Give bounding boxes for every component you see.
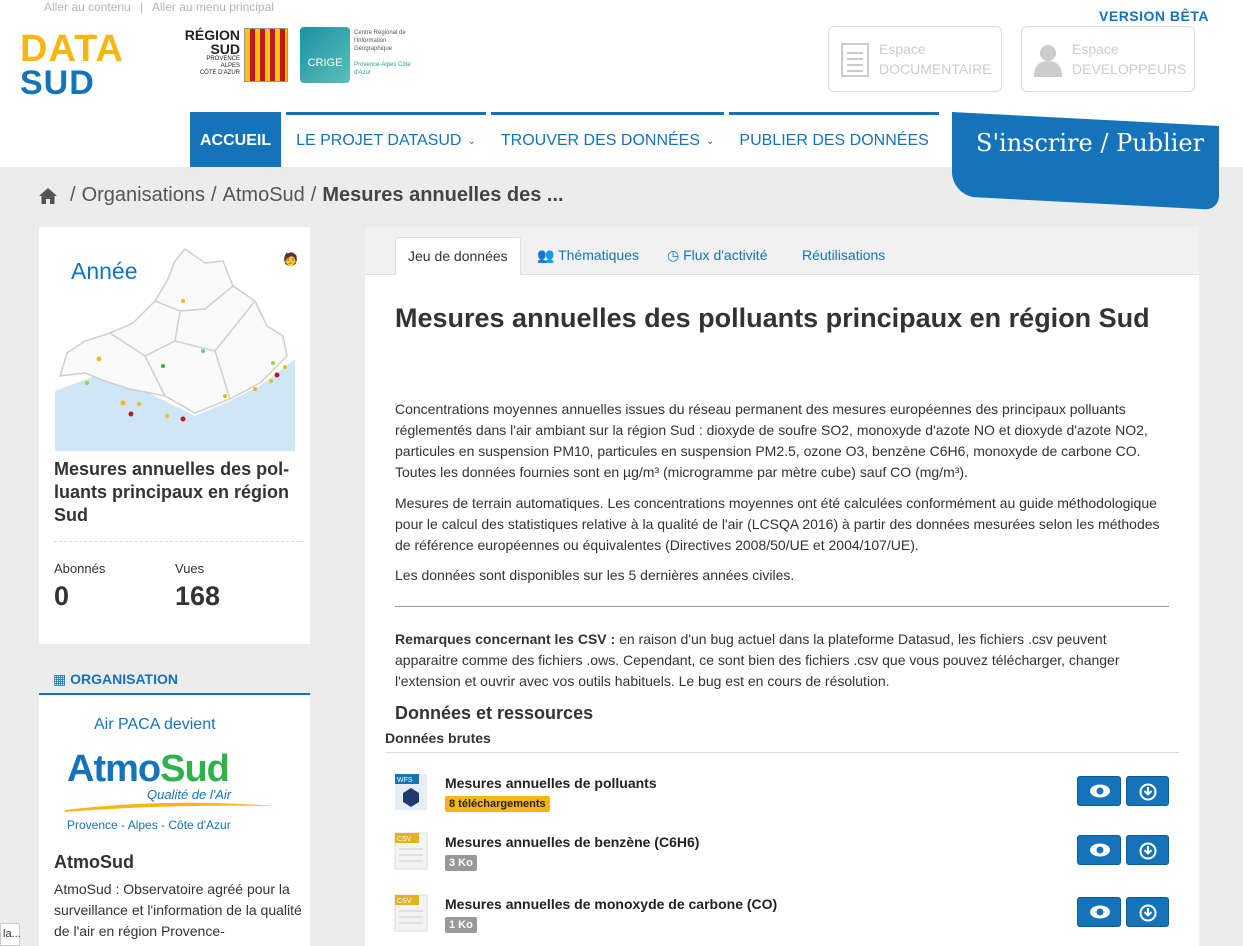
espace-documentaire-line2: DOCUMENTAIRE bbox=[879, 61, 992, 77]
skip-to-menu-link[interactable]: Aller au menu principal bbox=[151, 0, 274, 14]
wfs-file-icon bbox=[395, 774, 427, 810]
organisation-heading: ORGANISATION bbox=[70, 671, 178, 687]
tab-jeu-de-donnees-label: Jeu de données bbox=[408, 248, 508, 264]
file-size-badge: 1 Ko bbox=[445, 917, 477, 933]
eye-icon bbox=[1089, 904, 1111, 920]
atmosud-logo-region: Provence - Alpes - Côte d'Azur bbox=[67, 818, 231, 832]
breadcrumb-atmosud[interactable]: AtmoSud bbox=[222, 184, 305, 206]
resource-item bbox=[395, 895, 1169, 945]
version-beta-label: VERSION BÊTA bbox=[1099, 8, 1209, 24]
chevron-down-icon: ⌄ bbox=[706, 135, 715, 147]
pegman-icon[interactable]: 🧑 bbox=[283, 252, 298, 266]
stat-vues-label: Vues bbox=[175, 561, 205, 576]
atmosud-logo[interactable] bbox=[67, 748, 229, 791]
download-icon bbox=[1138, 783, 1158, 801]
region-map-thumbnail[interactable] bbox=[55, 241, 298, 451]
resource-name[interactable]: Mesures annuelles de benzène (C6H6) bbox=[445, 834, 700, 850]
download-icon bbox=[1138, 904, 1158, 922]
nav-accueil-label: ACCUEIL bbox=[200, 132, 272, 149]
skip-to-content-link[interactable]: Aller au contenu bbox=[44, 0, 131, 14]
dataset-summary-card bbox=[39, 227, 310, 644]
document-icon bbox=[841, 43, 869, 77]
download-button[interactable] bbox=[1126, 897, 1169, 927]
skip-separator: | bbox=[140, 0, 144, 14]
espace-documentaire-button[interactable] bbox=[828, 26, 1002, 92]
user-icon bbox=[1034, 43, 1062, 77]
org-tagline: Air PACA devient bbox=[94, 716, 216, 733]
region-logo-line2: SUD bbox=[210, 41, 240, 57]
main-nav bbox=[190, 112, 944, 167]
region-logo-line3: PROVENCE bbox=[206, 56, 240, 62]
download-button[interactable] bbox=[1126, 776, 1169, 806]
resource-item bbox=[395, 774, 1169, 824]
dataset-main-panel bbox=[365, 227, 1199, 946]
dataset-description-p2: Mesures de terrain automatiques. Les concentrations moyennes ont été calculées conformément au guide méthodologique pour le calcul des statistiques relative à la qualité de l'air (LCSQA 2016) à partir des données mesurées selon les méthodes de référence européennes ou équivalentes (Directives 2008/50/UE et 2004/107/UE). bbox=[395, 495, 1160, 553]
users-icon: 👥 bbox=[537, 247, 559, 263]
breadcrumb-current: Mesures annuelles des ... bbox=[322, 184, 564, 206]
clock-icon: ◷ bbox=[667, 247, 684, 263]
atmosud-logo-sub: Qualité de l'Air bbox=[147, 787, 232, 802]
home-icon[interactable] bbox=[38, 187, 58, 205]
tab-jeu-de-donnees[interactable] bbox=[395, 237, 521, 275]
resource-format: WFS bbox=[397, 777, 413, 784]
preview-button[interactable] bbox=[1077, 897, 1121, 927]
download-button[interactable] bbox=[1126, 835, 1169, 865]
datasud-logo-line1[interactable]: DATA bbox=[20, 28, 124, 70]
breadcrumb-separator: / bbox=[310, 184, 317, 206]
breadcrumb bbox=[38, 184, 564, 207]
breadcrumb-separator: / bbox=[210, 184, 217, 206]
org-description: AtmoSud : Observatoire agréé pour la surveillance et l'information de la qualité de l'air en région Provence- bbox=[54, 881, 302, 939]
tab-reutilisations-label: Réutilisations bbox=[802, 247, 886, 263]
map-year-label: Année bbox=[71, 258, 138, 284]
espace-developpeurs-button[interactable] bbox=[1021, 26, 1195, 92]
nav-trouver-donnees[interactable] bbox=[491, 112, 725, 167]
crige-logo-text: Centre Régional de l'Information Géographique bbox=[354, 30, 406, 52]
csv-file-icon bbox=[395, 895, 427, 931]
eye-icon bbox=[1089, 842, 1111, 858]
stat-vues-value: 168 bbox=[175, 581, 221, 611]
csv-remark-label: Remarques concernant les CSV : bbox=[395, 631, 616, 647]
region-crest-icon bbox=[244, 28, 288, 82]
preview-button[interactable] bbox=[1077, 776, 1121, 806]
breadcrumb-separator: / bbox=[70, 184, 76, 206]
crige-logo[interactable] bbox=[300, 27, 410, 83]
resource-format: CSV bbox=[397, 836, 412, 843]
nav-publier-label: PUBLIER DES DONNÉES bbox=[739, 132, 929, 149]
dataset-tabs bbox=[365, 227, 1199, 275]
resource-name[interactable]: Mesures annuelles de polluants bbox=[445, 775, 657, 791]
nav-projet-datasud[interactable] bbox=[286, 112, 486, 167]
espace-developpeurs-line2: DEVELOPPEURS bbox=[1072, 61, 1187, 77]
crige-logo-region: Provence-Alpes Côte d'Azur bbox=[354, 62, 411, 76]
atmosud-logo-part1: Atmo bbox=[67, 748, 161, 790]
stat-vues bbox=[175, 561, 220, 612]
region-logo-line4: ALPES bbox=[220, 63, 240, 69]
espace-documentaire-line1: Espace bbox=[879, 41, 926, 57]
download-icon bbox=[1138, 842, 1158, 860]
nav-publier-donnees[interactable] bbox=[729, 112, 938, 167]
csv-file-icon bbox=[395, 833, 427, 869]
resource-name[interactable]: Mesures annuelles de monoxyde de carbone (CO) bbox=[445, 896, 778, 912]
tab-reutilisations[interactable] bbox=[790, 237, 897, 275]
resources-heading: Données et ressources bbox=[395, 703, 594, 723]
crige-logo-label: CRIGE bbox=[307, 57, 343, 69]
atmosud-logo-part2: Sud bbox=[160, 748, 229, 790]
inscrire-publier-button[interactable] bbox=[952, 112, 1219, 210]
inscrire-publier-label: S'inscrire / Publier bbox=[976, 129, 1205, 158]
logo-swoosh bbox=[65, 800, 275, 812]
stat-abonnes-label: Abonnés bbox=[54, 561, 106, 576]
tab-flux-label: Flux d'activité bbox=[683, 247, 768, 263]
stat-abonnes-value: 0 bbox=[54, 581, 70, 611]
download-count-badge: 8 téléchargements bbox=[445, 796, 550, 812]
dataset-card-title: Mesures annuelles des pol-luants principaux en région Sud bbox=[54, 458, 304, 542]
nav-accueil[interactable] bbox=[190, 112, 281, 167]
file-size-badge: 3 Ko bbox=[445, 855, 477, 871]
organisation-card bbox=[39, 664, 310, 946]
nav-trouver-label: TROUVER DES DONNÉES bbox=[500, 132, 701, 149]
tab-thematiques-label: Thématiques bbox=[558, 247, 640, 263]
stat-abonnes bbox=[54, 561, 105, 612]
resources-subheading: Données brutes bbox=[385, 730, 1179, 753]
tab-thematiques[interactable] bbox=[525, 237, 651, 275]
org-name[interactable]: AtmoSud bbox=[54, 852, 134, 872]
divider bbox=[395, 606, 1169, 607]
dataset-title: Mesures annuelles des polluants principaux en région Sud bbox=[395, 303, 1150, 333]
resource-item bbox=[395, 833, 1169, 883]
tab-flux-activite[interactable] bbox=[655, 237, 779, 275]
region-sud-logo[interactable] bbox=[180, 28, 288, 84]
region-logo-line5: CÔTE D'AZUR bbox=[199, 70, 240, 76]
dataset-description-p1: Concentrations moyennes annuelles issues du réseau permanent des mesures européennes des principaux polluants réglementés dans l'air ambiant sur la région Sud : dioxyde de soufre SO2, monoxyde d'azote NO et dioxyde d'azote NO2, particules en suspension PM10, particules en suspension PM2.5, ozone O3, benzène C6H6, monoxyde de carbone CO. Toutes les données fournies sont en µg/m³ (microgramme par mètre cube) sauf CO (mg/m³). bbox=[395, 401, 1148, 480]
organisation-header bbox=[39, 664, 310, 695]
skip-links bbox=[44, 0, 280, 14]
chevron-down-icon: ⌄ bbox=[467, 135, 476, 147]
preview-button[interactable] bbox=[1077, 835, 1121, 865]
csv-remark-text: en raison d'un bug actuel dans la plateforme Datasud, les fichiers .csv peuvent apparaitre comme des fichiers .ows. Cependant, ce sont bien des fichiers .csv que vous pouvez télécharger, changer l'extension et ouvrir avec vos outils habituels. Le bug est en cours de résolution. bbox=[395, 631, 1120, 689]
eye-icon bbox=[1089, 783, 1111, 799]
datasud-logo-line2[interactable]: SUD bbox=[20, 64, 95, 102]
nav-projet-label: LE PROJET DATASUD bbox=[296, 132, 462, 149]
language-tab[interactable]: la... bbox=[0, 923, 20, 946]
building-icon: ▦ bbox=[53, 671, 71, 687]
dataset-description-p3: Les données sont disponibles sur les 5 dernières années civiles. bbox=[395, 567, 795, 583]
region-logo-line1: RÉGION bbox=[184, 27, 240, 43]
csv-remark bbox=[395, 629, 1170, 692]
resource-format: CSV bbox=[397, 898, 412, 905]
breadcrumb-organisations[interactable]: Organisations bbox=[81, 184, 205, 206]
espace-developpeurs-line1: Espace bbox=[1072, 41, 1119, 57]
